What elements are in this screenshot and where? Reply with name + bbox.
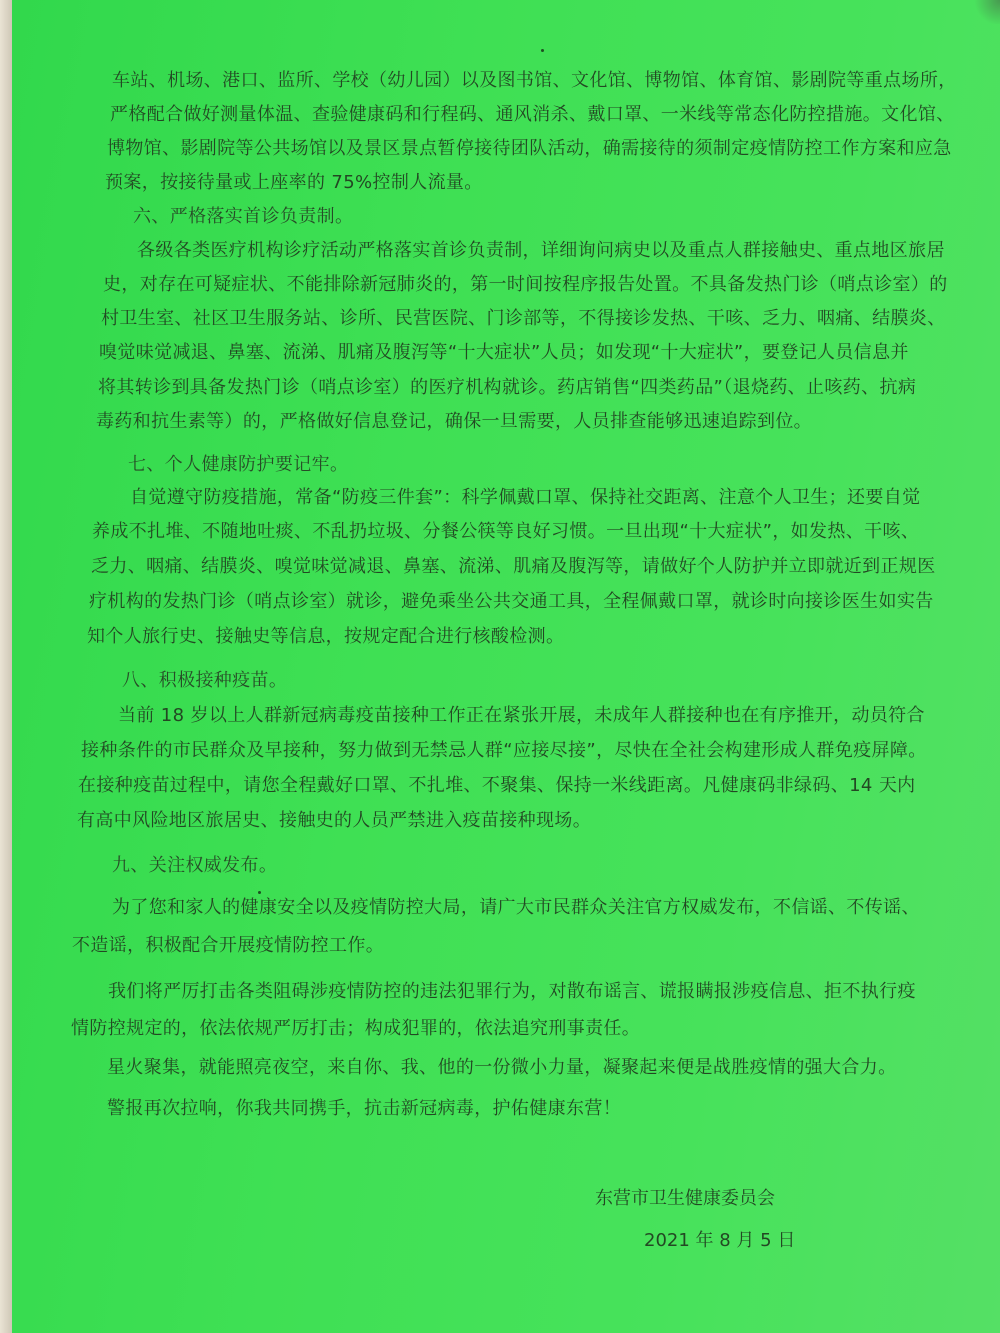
body-line-27: 情防控规定的，依法依规严厉打击；构成犯罪的，依法追究刑事责任。 xyxy=(71,1018,641,1039)
body-line-1: 车站、机场、港口、监所、学校（幼儿园）以及图书馆、文化馆、博物馆、体育馆、影剧院等重点场所， xyxy=(112,70,957,91)
page-edge xyxy=(0,0,12,1333)
body-line-4: 预案，按接待量或上座率的 75%控制人流量。 xyxy=(105,172,483,193)
body-line-3: 博物馆、影剧院等公共场馆以及景区景点暂停接待团队活动，确需接待的须制定疫情防控工作方案和应急 xyxy=(107,138,952,159)
paper-speck xyxy=(258,891,261,894)
body-line-6: 各级各类医疗机构诊疗活动严格落实首诊负责制，详细询问病史以及重点人群接触史、重点地区旅居 xyxy=(137,240,945,261)
body-line-9: 嗅觉味觉减退、鼻塞、流涕、肌痛及腹泻等“十大症状”人员；如发现“十大症状”，要登记人员信息并 xyxy=(99,342,909,363)
body-line-21: 在接种疫苗过程中，请您全程戴好口罩、不扎堆、不聚集、保持一米线距离。凡健康码非绿码、14 天内 xyxy=(78,775,916,796)
body-line-20: 接种条件的市民群众及早接种，努力做到无禁忌人群“应接尽接”，尽快在全社会构建形成人群免疫屏障。 xyxy=(81,740,927,761)
body-line-15: 乏力、咽痛、结膜炎、嗅觉味觉减退、鼻塞、流涕、肌痛及腹泻等，请做好个人防护并立即就近到正规医 xyxy=(91,556,936,577)
body-line-7: 史，对存在可疑症状、不能排除新冠肺炎的，第一时间按程序报告处置。不具备发热门诊（哨点诊室）的 xyxy=(103,274,948,295)
issuer-name: 东营市卫生健康委员会 xyxy=(595,1188,775,1209)
section-heading-9: 九、关注权威发布。 xyxy=(112,855,278,876)
body-line-10: 将其转诊到具备发热门诊（哨点诊室）的医疗机构就诊。药店销售“四类药品”（退烧药、止咳药、抗病 xyxy=(98,377,917,398)
body-line-19: 当前 18 岁以上人群新冠病毒疫苗接种工作正在紧张开展，未成年人群接种也在有序推开，动员符合 xyxy=(118,705,925,726)
closing-line-1: 星火聚集，就能照亮夜空，来自你、我、他的一份微小力量，凝聚起来便是战胜疫情的强大合力。 xyxy=(107,1057,897,1078)
body-line-26: 我们将严厉打击各类阻碍涉疫情防控的违法犯罪行为，对散布谣言、谎报瞒报涉疫信息、拒不执行疫 xyxy=(108,981,916,1002)
notice-sheet xyxy=(12,0,1000,1333)
body-line-24: 为了您和家人的健康安全以及疫情防控大局，请广大市民群众关注官方权威发布，不信谣、不传谣、 xyxy=(112,897,920,918)
body-line-13: 自觉遵守防疫措施，常备“防疫三件套”：科学佩戴口罩、保持社交距离、注意个人卫生；还要自觉 xyxy=(130,487,921,508)
body-line-8: 村卫生室、社区卫生服务站、诊所、民营医院、门诊部等，不得接诊发热、干咳、乏力、咽痛、结膜炎、 xyxy=(101,308,946,329)
section-heading-7: 七、个人健康防护要记牢。 xyxy=(128,454,349,475)
body-line-14: 养成不扎堆、不随地吐痰、不乱扔垃圾、分餐公筷等良好习惯。一旦出现“十大症状”，如发热、干咳、 xyxy=(92,521,920,542)
body-line-22: 有高中风险地区旅居史、接触史的人员严禁进入疫苗接种现场。 xyxy=(77,810,592,831)
body-line-25: 不造谣，积极配合开展疫情防控工作。 xyxy=(72,935,385,956)
paper-speck xyxy=(541,49,544,52)
body-line-17: 知个人旅行史、接触史等信息，按规定配合进行核酸检测。 xyxy=(87,626,565,647)
closing-line-2: 警报再次拉响，你我共同携手，抗击新冠病毒，护佑健康东营！ xyxy=(107,1098,622,1119)
body-line-16: 疗机构的发热门诊（哨点诊室）就诊，避免乘坐公共交通工具，全程佩戴口罩，就诊时向接诊医生如实告 xyxy=(89,591,934,612)
section-heading-8: 八、积极接种疫苗。 xyxy=(122,670,288,691)
body-line-2: 严格配合做好测量体温、查验健康码和行程码、通风消杀、戴口罩、一米线等常态化防控措施。文化馆、 xyxy=(110,104,955,125)
issue-date: 2021 年 8 月 5 日 xyxy=(644,1230,796,1251)
section-heading-6: 六、严格落实首诊负责制。 xyxy=(133,206,354,227)
body-line-11: 毒药和抗生素等）的，严格做好信息登记，确保一旦需要，人员排查能够迅速追踪到位。 xyxy=(96,411,813,432)
